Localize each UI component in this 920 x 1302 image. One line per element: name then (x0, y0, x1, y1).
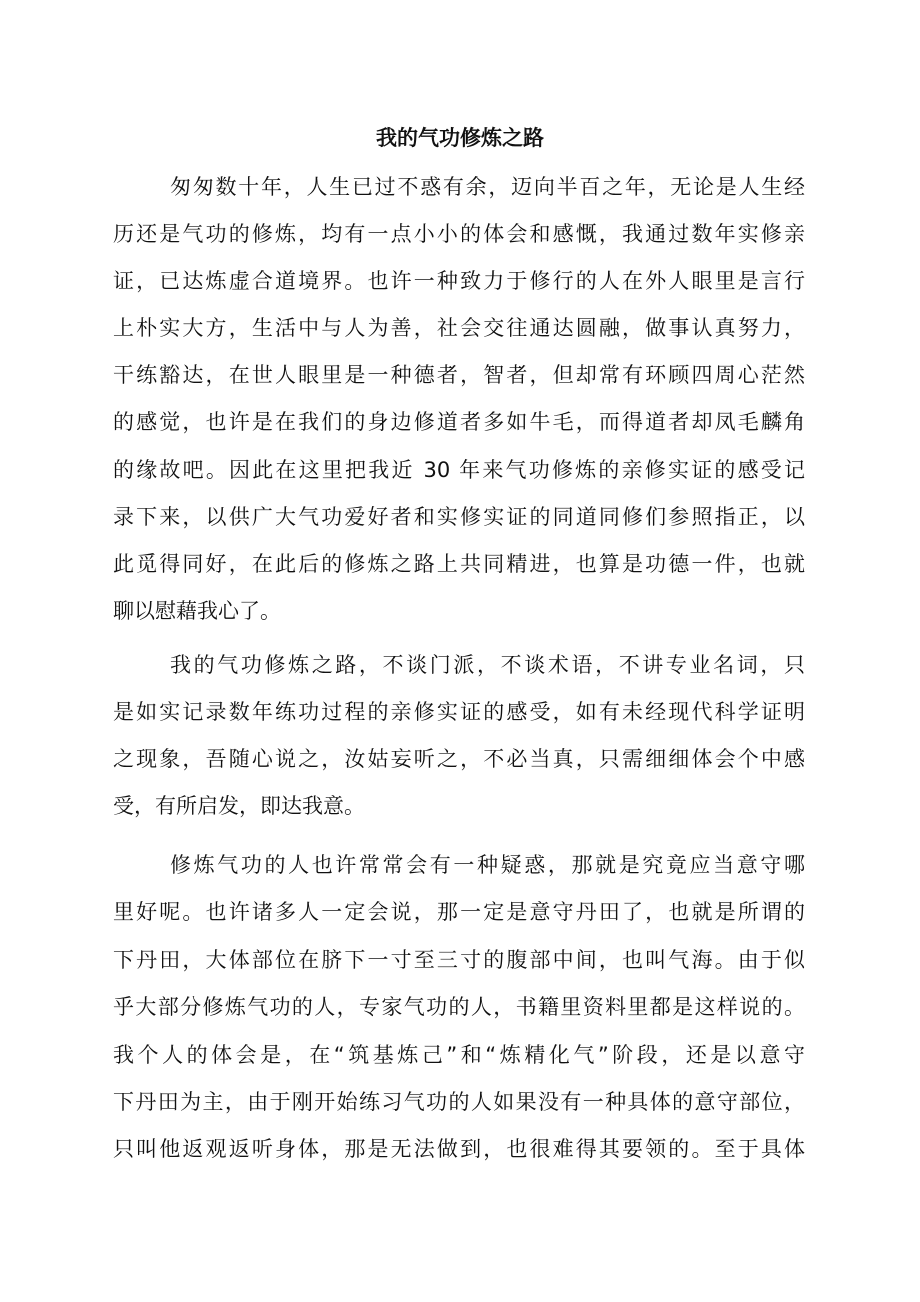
text-line: 只叫他返观返听身体，那是无法做到，也很难得其要领的。至于具体 (113, 1137, 805, 1161)
text-line: 干练豁达，在世人眼里是一种德者，智者，但却常有环顾四周心茫然 (113, 363, 805, 387)
text-line: 聊以慰藉我心了。 (113, 599, 281, 623)
text-line: 的感觉，也许是在我们的身边修道者多如牛毛，而得道者却凤毛麟角 (113, 410, 805, 434)
text-line: 此觅得同好，在此后的修炼之路上共同精进，也算是功德一件，也就 (113, 552, 805, 576)
text-line: 里好呢。也许诸多人一定会说，那一定是意守丹田了，也就是所谓的 (113, 900, 805, 924)
text-line: 之现象，吾随心说之，汝姑妄听之，不必当真，只需细细体会个中感 (113, 747, 805, 771)
text-line: 我的气功修炼之路，不谈门派，不谈术语，不讲专业名词，只 (170, 653, 805, 677)
text-line: 是如实记录数年练功过程的亲修实证的感受，如有未经现代科学证明 (113, 700, 805, 724)
text-line: 历还是气功的修炼，均有一点小小的体会和感慨，我通过数年实修亲 (113, 222, 805, 246)
text-line: 匆匆数十年，人生已过不惑有余，迈向半百之年，无论是人生经 (170, 175, 805, 199)
document-title: 我的气功修炼之路 (376, 126, 544, 150)
text-line: 证，已达炼虚合道境界。也许一种致力于修行的人在外人眼里是言行 (113, 269, 805, 293)
text-line: 修炼气功的人也许常常会有一种疑惑，那就是究竟应当意守哪 (170, 853, 805, 877)
text-line: 下丹田，大体部位在脐下一寸至三寸的腹部中间，也叫气海。由于似 (113, 948, 805, 972)
text-line: 下丹田为主，由于刚开始练习气功的人如果没有一种具体的意守部位， (113, 1090, 805, 1114)
text-line: 上朴实大方，生活中与人为善，社会交往通达圆融，做事认真努力， (113, 316, 805, 340)
text-line: 我个人的体会是，在“筑基炼己”和“炼精化气”阶段，还是以意守 (113, 1043, 805, 1067)
text-line: 受，有所启发，即达我意。 (113, 794, 365, 818)
text-line: 录下来，以供广大气功爱好者和实修实证的同道同修们参照指正，以 (113, 505, 805, 529)
text-line: 的缘故吧。因此在这里把我近 30 年来气功修炼的亲修实证的感受记 (113, 458, 805, 482)
text-line: 乎大部分修炼气功的人，专家气功的人，书籍里资料里都是这样说的。 (113, 995, 805, 1019)
